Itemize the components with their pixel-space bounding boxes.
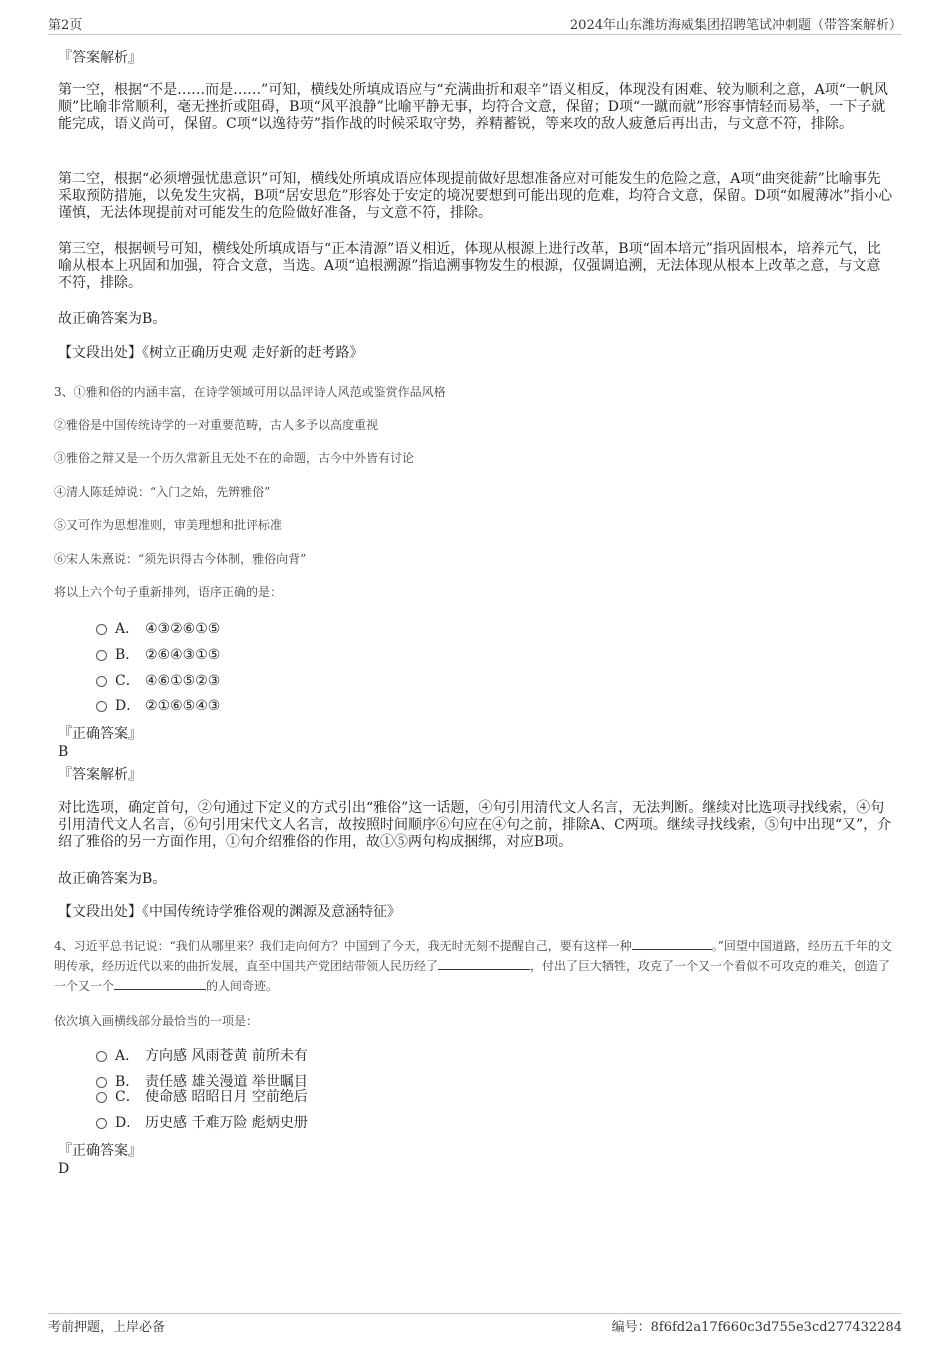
q3-prompt: 将以上六个句子重新排列，语序正确的是： — [54, 585, 283, 599]
q4-prompt: 依次填入画横线部分最恰当的一项是： — [54, 1014, 259, 1028]
q3-analysis-label: 『答案解析』 — [58, 767, 142, 783]
radio-icon[interactable] — [96, 650, 107, 661]
q2-analysis-para-2: 第二空，根据“必须增强忧患意识”可知，横线处所填成语应体现提前做好思想准备应对可能发生的危险之意，A项“曲突徙薪”比喻事先采取预防措施，以免发生灾祸，B项“居安思危”形容处于安定的境况要想到可能出现的危难，均符合文意，保留。D项“如履薄冰”指小心谨慎，无法体现提前对可能发生的危险做好准备，与文意不符，排除。 — [58, 171, 893, 221]
radio-icon[interactable] — [96, 1118, 107, 1129]
blank-1 — [632, 936, 712, 950]
q4-correct-answer: D — [58, 1161, 70, 1177]
q3-sentence-2: ②雅俗是中国传统诗学的一对重要范畴，古人多予以高度重视 — [54, 418, 379, 432]
q3-sentence-4: ④清人陈廷焯说：“入门之始，先辨雅俗” — [54, 485, 271, 499]
q2-source: 【文段出处】《树立正确历史观 走好新的赶考路》 — [58, 345, 364, 361]
radio-icon[interactable] — [96, 624, 107, 635]
q3-option-d[interactable]: D． ②①⑥⑤④③ — [96, 698, 220, 715]
document-title: 2024年山东潍坊海威集团招聘笔试冲刺题（带答案解析） — [569, 18, 902, 33]
q2-analysis-para-3: 第三空，根据顿号可知，横线处所填成语与“正本清源”语义相近，体现从根源上进行改革，B项“固本培元”指巩固根本，培养元气，比喻从根本上巩固和加强，符合文意，当选。A项“追根溯源”指追溯事物发生的根源，仅强调追溯，无法体现从根本上改革之意，与文意不符，排除。 — [58, 241, 881, 291]
q3-correct-answer: B — [58, 744, 69, 760]
page-number: 第2页 — [48, 18, 83, 33]
q4-stem: 4、习近平总书记说：“我们从哪里来？我们走向何方？中国到了今天，我无时无刻不提醒自己，要有这样一种 。”回望中国道路，经历五千年的文明传承，经历近代以来的曲折发展，直至中国共产党团结带领人民历经了 ，付出了巨大牺牲，攻克了一个又一个看似不可攻克的难关，创造了一个又一个 的人间奇迹。 — [54, 936, 894, 996]
q3-analysis: 对比选项，确定首句，②句通过下定义的方式引出“雅俗”这一话题，④句引用清代文人名言，无法判断。继续对比选项寻找线索，④句引用清代文人名言，⑥句引用宋代文人名言，故按照时间顺序⑥句应在④句之前，排除A、C两项。继续寻找线索，⑤句中出现“又”，介绍了雅俗的另一方面作用，①句介绍雅俗的作用，故①⑤两句构成捆绑，对应B项。 — [58, 800, 892, 850]
q3-option-a[interactable]: A． ④③②⑥①⑤ — [96, 621, 220, 638]
q4-option-d[interactable]: D． 历史感 千难万险 彪炳史册 — [96, 1115, 308, 1132]
footer-slogan: 考前押题，上岸必备 — [48, 1320, 166, 1335]
q3-option-c[interactable]: C． ④⑥①⑤②③ — [96, 673, 220, 690]
page-footer — [48, 1313, 902, 1335]
q3-sentence-1: 3、①雅和俗的内涵丰富，在诗学领域可用以品评诗人风范或鉴赏作品风格 — [54, 385, 446, 399]
q4-option-b[interactable]: B． 责任感 雄关漫道 举世瞩目 — [96, 1074, 308, 1091]
q3-option-b[interactable]: B． ②⑥④③①⑤ — [96, 647, 220, 664]
q3-correct-label: 『正确答案』 — [58, 726, 142, 742]
q2-analysis-label: 『答案解析』 — [58, 50, 142, 66]
page-header — [48, 14, 902, 35]
document-id: 编号：8f6fd2a17f660c3d755e3cd277432284 — [611, 1320, 902, 1335]
radio-icon[interactable] — [96, 1051, 107, 1062]
q2-analysis-para-1: 第一空，根据“不是……而是……”可知，横线处所填成语应与“充满曲折和艰辛”语义相反，体现没有困难、较为顺利之意，A项“一帆风顺”比喻非常顺利，毫无挫折或阻碍，B项“风平浪静”比喻平静无事，均符合文意，保留；D项“一蹴而就”形容事情轻而易举，一下子就能完成，语义尚可，保留。C项“以逸待劳”指作战的时候采取守势，养精蓄锐，等来攻的敌人疲惫后再出击，与文意不符，排除。 — [58, 82, 888, 132]
blank-2 — [438, 956, 530, 970]
q4-option-c[interactable]: C． 使命感 昭昭日月 空前绝后 — [96, 1089, 308, 1106]
q4-option-a[interactable]: A． 方向感 风雨苍黄 前所未有 — [96, 1048, 308, 1065]
q4-correct-label: 『正确答案』 — [58, 1143, 142, 1159]
radio-icon[interactable] — [96, 1092, 107, 1103]
q2-conclusion: 故正确答案为B。 — [58, 311, 167, 327]
blank-3 — [114, 976, 206, 990]
radio-icon[interactable] — [96, 1077, 107, 1088]
q3-sentence-3: ③雅俗之辩又是一个历久常新且无处不在的命题，古今中外皆有讨论 — [54, 451, 415, 465]
q3-sentence-5: ⑤又可作为思想准则，审美理想和批评标准 — [54, 518, 283, 532]
q3-conclusion: 故正确答案为B。 — [58, 871, 167, 887]
q3-sentence-6: ⑥宋人朱熹说：“须先识得古今体制，雅俗向背” — [54, 552, 307, 566]
q3-source: 【文段出处】《中国传统诗学雅俗观的渊源及意涵特征》 — [58, 904, 401, 920]
radio-icon[interactable] — [96, 676, 107, 687]
radio-icon[interactable] — [96, 701, 107, 712]
